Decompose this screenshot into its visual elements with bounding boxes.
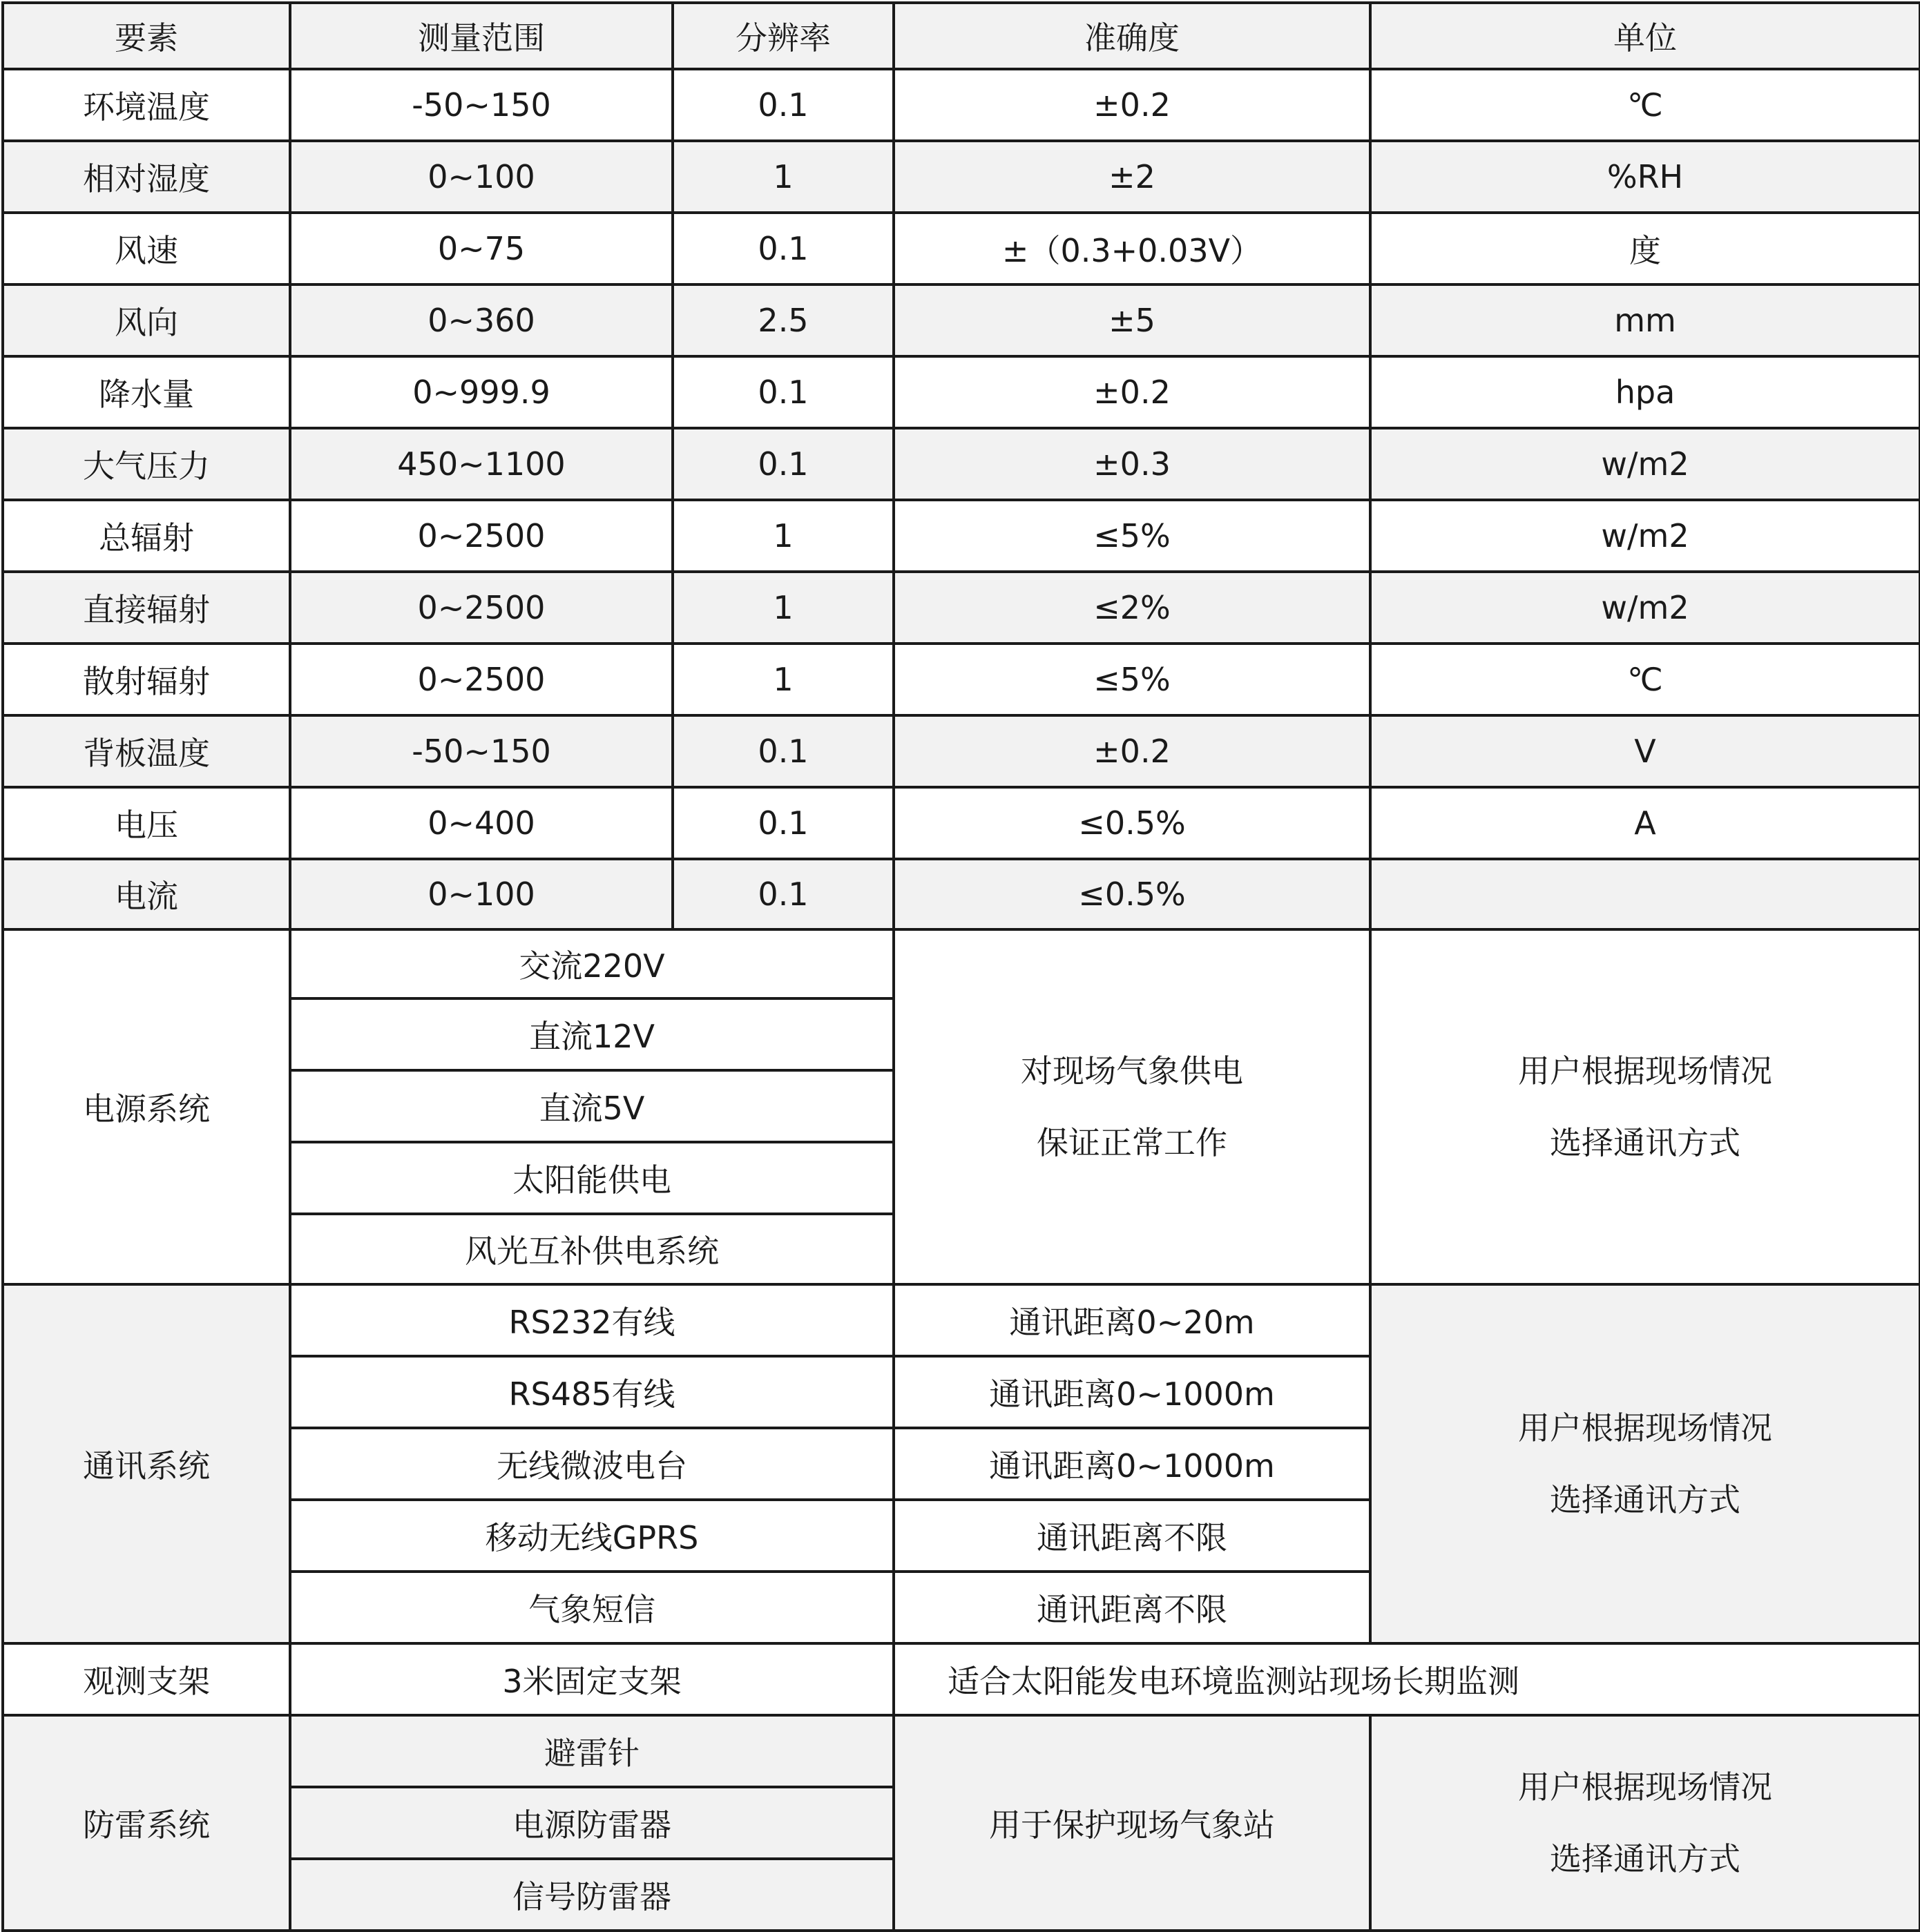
resolution-cell: 0.1 — [673, 715, 894, 787]
mount-description: 适合太阳能发电环境监测站现场长期监测 — [894, 1643, 1920, 1715]
comm-item: 气象短信 — [290, 1572, 894, 1643]
unit-cell: w/m2 — [1370, 500, 1920, 572]
unit-cell: V — [1370, 715, 1920, 787]
lightning-note-line: 用户根据现场情况 — [1518, 1768, 1772, 1806]
element-cell: 散射辐射 — [3, 644, 290, 715]
header-range-cell: 测量范围 — [290, 3, 673, 69]
accuracy-cell: ±0.2 — [894, 69, 1370, 141]
resolution-cell: 1 — [673, 500, 894, 572]
unit-cell: ℃ — [1370, 69, 1920, 141]
power-item: 直流12V — [290, 998, 894, 1070]
power-item: 太阳能供电 — [290, 1142, 894, 1214]
comm-distance: 通讯距离不限 — [894, 1572, 1370, 1643]
resolution-cell: 2.5 — [673, 284, 894, 356]
resolution-cell: 1 — [673, 644, 894, 715]
unit-cell: w/m2 — [1370, 428, 1920, 500]
comm-distance: 通讯距离不限 — [894, 1500, 1370, 1572]
table-row — [3, 1284, 1920, 1356]
element-cell: 环境温度 — [3, 69, 290, 141]
lightning-description: 用于保护现场气象站 — [894, 1715, 1370, 1931]
mount-label: 观测支架 — [3, 1643, 290, 1715]
spec-table-body — [3, 3, 1920, 1931]
accuracy-cell: ≤0.5% — [894, 787, 1370, 859]
resolution-cell: 0.1 — [673, 859, 894, 929]
range-cell: 0~360 — [290, 284, 673, 356]
table-row — [3, 1643, 1920, 1715]
resolution-cell: 1 — [673, 572, 894, 644]
accuracy-cell: ±0.3 — [894, 428, 1370, 500]
accuracy-cell: ±5 — [894, 284, 1370, 356]
power-item: 交流220V — [290, 929, 894, 998]
unit-cell: hpa — [1370, 356, 1920, 428]
power-note-line: 用户根据现场情况 — [1518, 1052, 1772, 1090]
comm-note-line: 选择通讯方式 — [1550, 1481, 1740, 1518]
comm-distance: 通讯距离0~20m — [894, 1284, 1370, 1356]
header-element-cell: 要素 — [3, 3, 290, 69]
lightning-system-label: 防雷系统 — [3, 1715, 290, 1931]
lightning-item: 信号防雷器 — [290, 1859, 894, 1931]
accuracy-cell: ≤2% — [894, 572, 1370, 644]
spec-table — [1, 1, 1920, 1932]
comm-distance: 通讯距离0~1000m — [894, 1428, 1370, 1500]
accuracy-cell: ±0.2 — [894, 356, 1370, 428]
lightning-item: 电源防雷器 — [290, 1787, 894, 1859]
comm-note — [1370, 1284, 1920, 1643]
lightning-item: 避雷针 — [290, 1715, 894, 1787]
table-row — [3, 428, 1920, 500]
unit-cell: %RH — [1370, 141, 1920, 213]
mount-item: 3米固定支架 — [290, 1643, 894, 1715]
table-row — [3, 787, 1920, 859]
header-accuracy-cell: 准确度 — [894, 3, 1370, 69]
element-cell: 电流 — [3, 859, 290, 929]
lightning-note-line: 选择通讯方式 — [1550, 1840, 1740, 1877]
accuracy-cell: ≤5% — [894, 644, 1370, 715]
power-note-line: 选择通讯方式 — [1550, 1124, 1740, 1161]
element-cell: 降水量 — [3, 356, 290, 428]
comm-item: 移动无线GPRS — [290, 1500, 894, 1572]
accuracy-cell: ≤0.5% — [894, 859, 1370, 929]
table-row — [3, 356, 1920, 428]
element-cell: 直接辐射 — [3, 572, 290, 644]
unit-cell: ℃ — [1370, 644, 1920, 715]
header-unit-cell: 单位 — [1370, 3, 1920, 69]
table-row — [3, 3, 1920, 69]
power-item: 风光互补供电系统 — [290, 1214, 894, 1284]
comm-item: 无线微波电台 — [290, 1428, 894, 1500]
range-cell: 0~2500 — [290, 500, 673, 572]
resolution-cell: 0.1 — [673, 428, 894, 500]
comm-item: RS232有线 — [290, 1284, 894, 1356]
element-cell: 总辐射 — [3, 500, 290, 572]
element-cell: 电压 — [3, 787, 290, 859]
comm-note-line: 用户根据现场情况 — [1518, 1409, 1772, 1447]
range-cell: 0~75 — [290, 213, 673, 284]
element-cell: 风速 — [3, 213, 290, 284]
resolution-cell: 0.1 — [673, 787, 894, 859]
element-cell: 相对湿度 — [3, 141, 290, 213]
power-item: 直流5V — [290, 1070, 894, 1142]
accuracy-cell: ±（0.3+0.03V） — [894, 213, 1370, 284]
header-resolution-cell: 分辨率 — [673, 3, 894, 69]
resolution-cell: 1 — [673, 141, 894, 213]
lightning-note — [1370, 1715, 1920, 1931]
element-cell: 大气压力 — [3, 428, 290, 500]
range-cell: 0~100 — [290, 859, 673, 929]
table-row — [3, 69, 1920, 141]
table-row — [3, 859, 1920, 929]
range-cell: -50~150 — [290, 69, 673, 141]
unit-cell: 度 — [1370, 213, 1920, 284]
table-row — [3, 284, 1920, 356]
table-row — [3, 715, 1920, 787]
range-cell: 0~400 — [290, 787, 673, 859]
table-row — [3, 141, 1920, 213]
table-row — [3, 213, 1920, 284]
range-cell: -50~150 — [290, 715, 673, 787]
resolution-cell: 0.1 — [673, 356, 894, 428]
range-cell: 0~2500 — [290, 644, 673, 715]
accuracy-cell: ±0.2 — [894, 715, 1370, 787]
accuracy-cell: ±2 — [894, 141, 1370, 213]
unit-cell — [1370, 859, 1920, 929]
unit-cell: w/m2 — [1370, 572, 1920, 644]
unit-cell: mm — [1370, 284, 1920, 356]
table-row — [3, 500, 1920, 572]
element-cell: 风向 — [3, 284, 290, 356]
range-cell: 0~100 — [290, 141, 673, 213]
resolution-cell: 0.1 — [673, 69, 894, 141]
table-row — [3, 572, 1920, 644]
range-cell: 450~1100 — [290, 428, 673, 500]
range-cell: 0~2500 — [290, 572, 673, 644]
power-system-label: 电源系统 — [3, 929, 290, 1284]
element-cell: 背板温度 — [3, 715, 290, 787]
resolution-cell: 0.1 — [673, 213, 894, 284]
power-description — [894, 929, 1370, 1284]
power-note — [1370, 929, 1920, 1284]
range-cell: 0~999.9 — [290, 356, 673, 428]
comm-system-label: 通讯系统 — [3, 1284, 290, 1643]
power-description-line: 对现场气象供电 — [1021, 1052, 1243, 1090]
power-description-line: 保证正常工作 — [1037, 1124, 1227, 1161]
accuracy-cell: ≤5% — [894, 500, 1370, 572]
table-row — [3, 644, 1920, 715]
comm-distance: 通讯距离0~1000m — [894, 1356, 1370, 1428]
unit-cell: A — [1370, 787, 1920, 859]
table-row — [3, 1715, 1920, 1787]
table-row — [3, 929, 1920, 998]
comm-item: RS485有线 — [290, 1356, 894, 1428]
